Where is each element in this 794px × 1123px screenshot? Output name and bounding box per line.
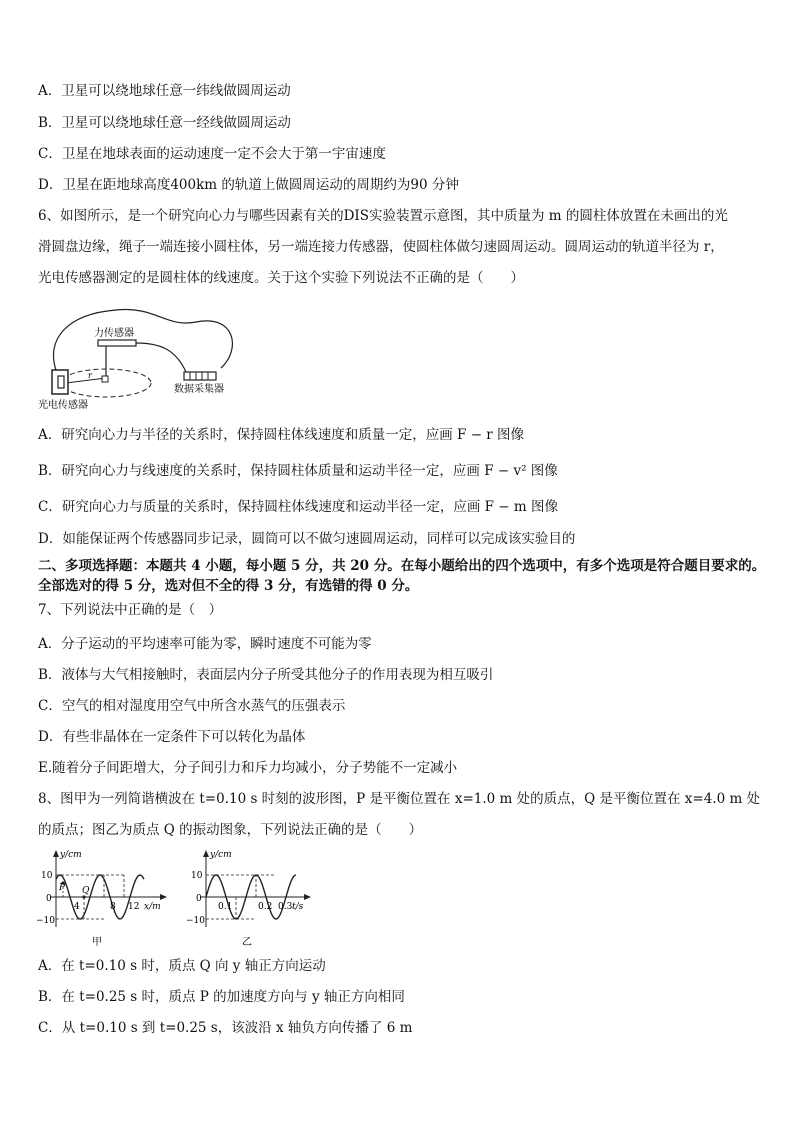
- section-2-heading-line-1: 二、多项选择题：本题共 4 小题，每小题 5 分，共 20 分。在每小题给出的四个选项中，有多个选项是符合题目要求的。: [38, 558, 766, 574]
- q5-option-c: C．卫星在地球表面的运动速度一定不会大于第一宇宙速度: [38, 146, 386, 162]
- q8-stem-line-1: 8、图甲为一列简谐横波在 t=0.10 s 时刻的波形图，P 是平衡位置在 x=1.0 m 处的质点，Q 是平衡位置在 x=4.0 m 处: [38, 791, 761, 807]
- q7-option-a: A．分子运动的平均速率可能为零，瞬时速度不可能为零: [38, 636, 372, 652]
- radius-label: r: [88, 371, 92, 380]
- q6-option-b: B．研究向心力与线速度的关系时，保持圆柱体质量和运动半径一定，应画 F − v² 图像: [38, 463, 558, 479]
- q8-graph-jia: [36, 845, 171, 950]
- jia-xlabel: x/m: [144, 902, 161, 912]
- yi-caption: 乙: [242, 937, 252, 948]
- q8-option-b: B．在 t=0.25 s 时，质点 P 的加速度方向与 y 轴正方向相同: [38, 989, 405, 1005]
- q8-option-c: C．从 t=0.10 s 到 t=0.25 s，该波沿 x 轴负方向传播了 6 m: [38, 1020, 413, 1036]
- section-2-heading-line-2: 全部选对的得 5 分，选对但不全的得 3 分，有选错的得 0 分。: [38, 578, 419, 594]
- jia-ytick-zero: 0: [46, 894, 52, 904]
- jia-xtick-4: 4: [74, 902, 80, 912]
- data-collector-label: 数据采集器: [174, 384, 224, 395]
- yi-ylabel: y/cm: [210, 850, 232, 860]
- yi-xtick-02: 0.2: [258, 902, 273, 912]
- q6-option-d: D．如能保证两个传感器同步记录，圆筒可以不做匀速圆周运动，同样可以完成该实验目的: [38, 531, 576, 547]
- q8-stem-line-2: 的质点；图乙为质点 Q 的振动图象，下列说法正确的是（ ）: [38, 822, 423, 838]
- q5-option-b: B．卫星可以绕地球任意一经线做圆周运动: [38, 115, 291, 131]
- jia-ytick-top: 10: [41, 871, 53, 881]
- yi-ytick-top: 10: [191, 871, 203, 881]
- jia-xtick-8: 8: [110, 902, 116, 912]
- jia-point-p: P: [59, 883, 66, 893]
- q6-option-a: A．研究向心力与半径的关系时，保持圆柱体线速度和质量一定，应画 F − r 图像: [38, 427, 525, 443]
- yi-xtick-01: 0.1: [218, 902, 233, 912]
- q5-option-d: D．卫星在距地球高度400km 的轨道上做圆周运动的周期约为90 分钟: [38, 177, 459, 193]
- yi-ytick-bottom: −10: [186, 916, 205, 926]
- force-sensor-label: 力传感器: [94, 328, 134, 339]
- q6-stem-line-3: 光电传感器测定的是圆柱体的线速度。关于这个实验下列说法不正确的是（ ）: [38, 270, 524, 286]
- q6-apparatus-figure: [36, 300, 266, 415]
- jia-caption: 甲: [92, 937, 102, 948]
- q5-option-a: A．卫星可以绕地球任意一纬线做圆周运动: [38, 83, 291, 99]
- jia-xtick-12: 12: [128, 902, 140, 912]
- q7-option-b: B．液体与大气相接触时，表面层内分子所受其他分子的作用表现为相互吸引: [38, 667, 494, 683]
- yi-xtick-03: 0.3: [278, 902, 293, 912]
- jia-point-q: Q: [82, 886, 90, 896]
- q7-option-e: E.随着分子间距增大，分子间引力和斥力均减小，分子势能不一定减小: [38, 760, 458, 776]
- q6-stem-line-1: 6、如图所示，是一个研究向心力与哪些因素有关的DIS实验装置示意图，其中质量为 m 的圆柱体放置在未画出的光: [38, 208, 728, 224]
- q7-option-d: D．有些非晶体在一定条件下可以转化为晶体: [38, 729, 306, 745]
- q8-graph-yi: [186, 845, 316, 950]
- q7-option-c: C．空气的相对湿度用空气中所含水蒸气的压强表示: [38, 698, 346, 714]
- q6-option-c: C．研究向心力与质量的关系时，保持圆柱体线速度和运动半径一定，应画 F − m 图像: [38, 499, 558, 515]
- q7-stem: 7、下列说法中正确的是（ ）: [38, 602, 223, 618]
- jia-ytick-bottom: −10: [36, 916, 55, 926]
- jia-ylabel: y/cm: [60, 850, 82, 860]
- q6-stem-line-2: 滑圆盘边缘，绳子一端连接小圆柱体，另一端连接力传感器，使圆柱体做匀速圆周运动。圆周运动的轨道半径为 r，: [38, 239, 724, 255]
- yi-xlabel: t/s: [292, 902, 304, 912]
- yi-ytick-zero: 0: [196, 894, 202, 904]
- photo-sensor-label: 光电传感器: [38, 400, 88, 411]
- q8-option-a: A．在 t=0.10 s 时，质点 Q 向 y 轴正方向运动: [38, 958, 326, 974]
